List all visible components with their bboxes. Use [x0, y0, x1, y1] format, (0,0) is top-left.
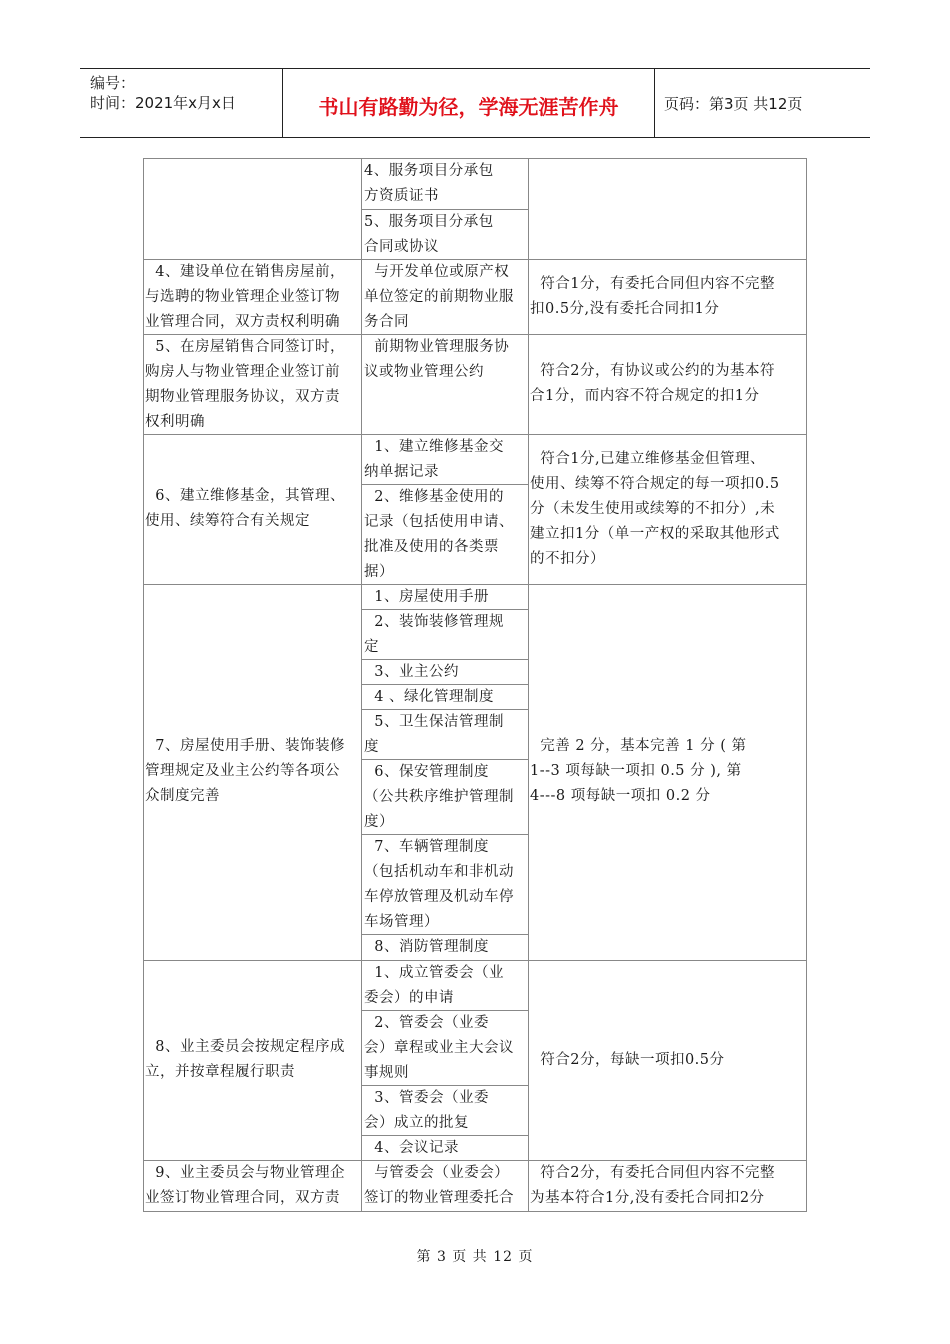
document-item: 前期物业管理服务协 议或物业管理公约	[364, 339, 510, 380]
table-rule	[528, 584, 529, 960]
header-page-number: 页码：第3页 共12页	[664, 95, 803, 113]
document-item: 4、服务项目分承包 方资质证书	[364, 163, 494, 204]
table-rule	[361, 434, 362, 584]
header-meta	[90, 73, 236, 113]
document-item: 1、房屋使用手册	[364, 589, 489, 605]
table-rule	[143, 1211, 807, 1212]
document-item: 与管委会（业委会） 签订的物业管理委托合	[364, 1165, 514, 1206]
document-item: 7、车辆管理制度 （包括机动车和非机动 车停放管理及机动车停 车场管理）	[364, 839, 514, 930]
table-rule	[143, 960, 144, 1160]
document-item: 4、会议记录	[364, 1140, 459, 1156]
criterion-cell: 4、建设单位在销售房屋前， 与选聘的物业管理企业签订物 业管理合同，双方责权利明确	[145, 264, 345, 330]
table-rule	[361, 334, 362, 434]
table-rule	[143, 584, 144, 960]
table-rule	[806, 1160, 807, 1211]
table-rule	[361, 584, 362, 960]
document-item: 与开发单位或原产权 单位签定的前期物业服 务合同	[364, 264, 514, 330]
table-rule	[806, 158, 807, 259]
table-rule	[143, 158, 144, 259]
table-rule	[806, 584, 807, 960]
document-item: 6、保安管理制度 （公共秩序维护管理制 度）	[364, 764, 514, 830]
document-item: 3、管委会（业委 会）成立的批复	[364, 1090, 489, 1131]
table-rule	[143, 1160, 144, 1211]
header-divider	[654, 69, 655, 137]
document-item: 2、管委会（业委 会）章程或业主大会议 事规则	[364, 1015, 514, 1081]
table-rule	[528, 960, 529, 1160]
header-motto: 书山有路勤为径，学海无涯苦作舟	[318, 95, 619, 119]
scoring-cell: 符合2分，有委托合同但内容不完整 为基本符合1分,没有委托合同扣2分	[530, 1165, 775, 1206]
criterion-cell: 6、建立维修基金，其管理、 使用、续筹符合有关规定	[145, 488, 345, 529]
table-rule	[806, 434, 807, 584]
table-rule	[143, 259, 144, 334]
scoring-cell: 完善 2 分，基本完善 1 分 ( 第 1--3 项每缺一项扣 0.5 分 ), 第 4---8 项每缺一项扣 0.2 分	[530, 738, 747, 804]
criterion-cell: 8、业主委员会按规定程序成 立，并按章程履行职责	[145, 1039, 345, 1080]
scoring-cell: 符合2分，每缺一项扣0.5分	[530, 1052, 725, 1068]
table-rule	[143, 434, 144, 584]
page-header	[80, 68, 870, 138]
criterion-cell: 9、业主委员会与物业管理企 业签订物业管理合同，双方责	[145, 1165, 345, 1206]
document-item: 1、成立管委会（业 委会）的申请	[364, 965, 504, 1006]
table-rule	[806, 334, 807, 434]
criterion-cell: 7、房屋使用手册、装饰装修 管理规定及业主公约等各项公 众制度完善	[145, 738, 345, 804]
table-rule	[361, 259, 362, 334]
scoring-cell: 符合2分，有协议或公约的为基本符 合1分，而内容不符合规定的扣1分	[530, 363, 775, 404]
table-rule	[806, 259, 807, 334]
table-rule	[528, 1160, 529, 1211]
document-item: 5、卫生保洁管理制 度	[364, 714, 504, 755]
table-rule	[361, 1160, 362, 1211]
document-item: 4 、绿化管理制度	[364, 689, 495, 705]
table-rule	[528, 259, 529, 334]
document-item: 3、业主公约	[364, 664, 459, 680]
page-footer: 第 3 页 共 12 页	[416, 1249, 534, 1265]
criterion-cell: 5、在房屋销售合同签订时， 购房人与物业管理企业签订前 期物业管理服务协议，双方责 权利明确	[145, 339, 345, 430]
table-rule	[361, 960, 362, 1160]
document-item: 5、服务项目分承包 合同或协议	[364, 214, 494, 255]
scoring-cell: 符合1分，有委托合同但内容不完整 扣0.5分,没有委托合同扣1分	[530, 276, 775, 317]
scoring-cell: 符合1分,已建立维修基金但管理、 使用、续筹不符合规定的每一项扣0.5 分（未发生使用或续筹的不扣分）,未 建立扣1分（单一产权的采取其他形式 的不扣分）	[530, 451, 780, 567]
document-number: 编号：	[90, 74, 136, 92]
table-rule	[528, 334, 529, 434]
document-item: 2、装饰装修管理规 定	[364, 614, 504, 655]
document-item: 8、消防管理制度	[364, 939, 489, 955]
document-date: 时间：2021年x月x日	[90, 94, 236, 112]
table-rule	[806, 960, 807, 1160]
table-rule	[143, 334, 144, 434]
table-rule	[528, 434, 529, 584]
document-item: 2、维修基金使用的 记录（包括使用申请、 批准及使用的各类票 据）	[364, 489, 514, 580]
document-item: 1、建立维修基金交 纳单据记录	[364, 439, 504, 480]
